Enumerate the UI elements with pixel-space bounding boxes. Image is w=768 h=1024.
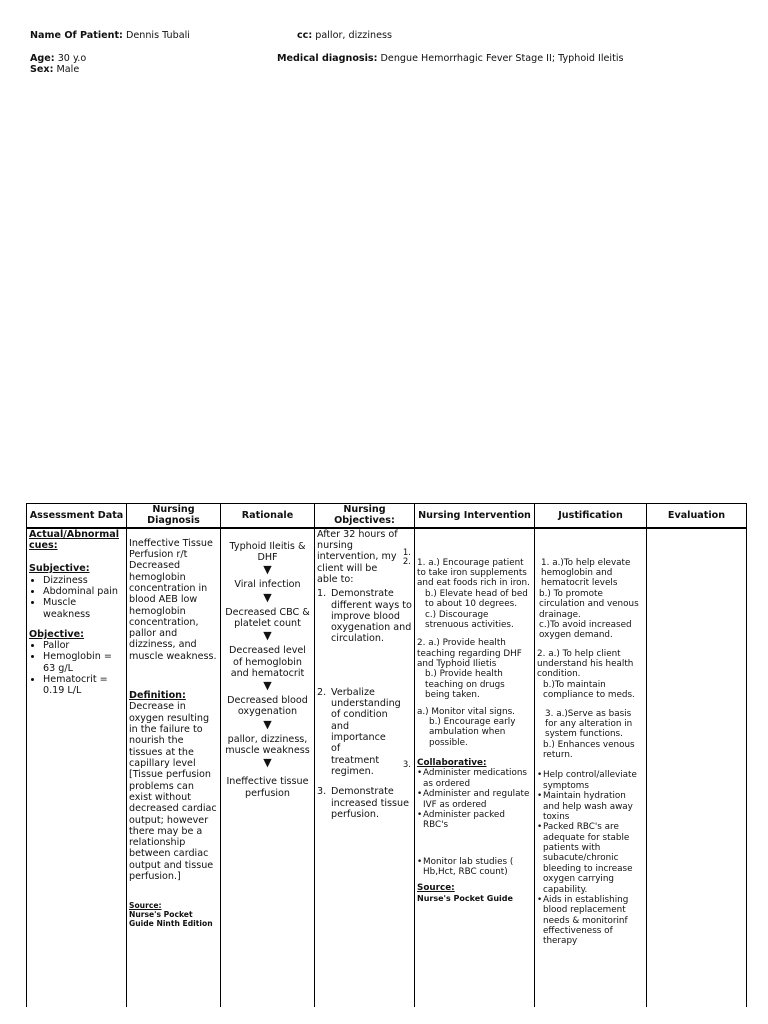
subjective-item: • Dizziness [43, 575, 124, 586]
objectives-cell [315, 528, 415, 1007]
objective-title: Objective: [29, 628, 84, 640]
collaborative-item: • Monitor lab studies ( Hb,Hct, RBC count) [423, 857, 532, 878]
patient-name-value: Dennis Tubali [125, 30, 190, 41]
objective-item: 1. Demonstrate different ways to improve blood oxygenation and circulation. [317, 588, 412, 645]
justification-item: 3. a.)Serve as basis for any alteration in system functions. [545, 708, 633, 740]
collaborative-item: • Administer packed RBC's [423, 810, 532, 831]
rationale-step: Decreased level of hemoglobin and hematocrit [229, 645, 306, 679]
down-arrow-icon: ▼ [263, 717, 272, 731]
definition-title: Definition: [129, 690, 186, 702]
nursing-care-plan-table [26, 503, 747, 1007]
justification-item: b.)To maintain compliance to meds. [543, 679, 635, 701]
rationale-cell [221, 528, 315, 1007]
intervention-item: 2. a.) Provide health teaching regarding DHF and Typhoid Ilietis [417, 638, 522, 669]
header-rationale: Rationale [221, 504, 315, 528]
medical-diagnosis-line [277, 53, 624, 64]
table-row [27, 528, 747, 1007]
subjective-item: • Abdominal pain [43, 586, 124, 597]
objectives-intro: After 32 hours of nursing intervention, my client will be able to: [317, 528, 398, 585]
justification-bullet: • Aids in establishing blood replacement needs & monitorinf effectiveness of therapy [543, 895, 644, 947]
justification-bullet: • Packed RBC's are adequate for stable patients with subacute/chronic bleeding to increase oxygen carrying capability. [543, 822, 644, 895]
header-evaluation: Evaluation [647, 504, 747, 528]
header-intervention: Nursing Intervention [415, 504, 535, 528]
age-label: Age: [30, 53, 55, 64]
rationale-step: Viral infection [234, 579, 301, 591]
intervention-source-title: Source: [417, 883, 455, 894]
justification-item: c.)To avoid increased oxygen demand. [539, 619, 632, 641]
header-diagnosis: Nursing Diagnosis [127, 504, 221, 528]
intervention-item: 1. a.) Encourage patient to take iron supplements and eat foods rich in iron. [417, 557, 530, 589]
header-justification: Justification [535, 504, 647, 528]
table-header-row [27, 504, 747, 528]
objective-item: 3. Demonstrate increased tissue perfusion. [317, 786, 409, 820]
evaluation-text [649, 529, 744, 1007]
objective-item: • Hematocrit = 0.19 L/L [43, 674, 124, 697]
diagnosis-source: Nurse's Pocket Guide Ninth Edition [129, 910, 213, 929]
rationale-step: Ineffective tissue perfusion [226, 776, 309, 799]
justification-item: b.) To promote circulation and venous drainage. [539, 588, 639, 620]
age-line [30, 53, 86, 64]
justification-item: b.) Enhances venous return. [543, 739, 635, 760]
intervention-item: c.) Discourage strenuous activities. [425, 609, 514, 630]
collaborative-item: • Administer and regulate IVF as ordered [423, 789, 532, 810]
objectives-margin-num: 3. [402, 759, 411, 770]
diagnosis-source-title: Source: [129, 901, 162, 911]
diagnosis-text: Ineffective Tissue Perfusion r/t Decreased hemoglobin concentration in blood AEB low hemoglobin concentration, pallor and dizziness, and muscle weakness. [129, 537, 217, 662]
rationale-step: Decreased CBC & platelet count [225, 606, 310, 629]
sex-line [30, 64, 79, 75]
intervention-item: b.) Elevate head of bed to about 10 degrees. [425, 588, 528, 610]
justification-bullet: • Maintain hydration and help wash away toxins [543, 791, 644, 822]
collaborative-item: • Administer medications as ordered [423, 768, 532, 789]
intervention-item: a.) Monitor vital signs. [417, 706, 515, 717]
patient-name-label: Name Of Patient: [30, 30, 123, 41]
evaluation-cell [647, 528, 747, 1007]
objectives-margin-num: 1. [402, 547, 411, 558]
actual-cues-title: Actual/Abnormal cues: [29, 528, 119, 551]
assessment-cell [27, 528, 127, 1007]
medical-diagnosis-value: Dengue Hemorrhagic Fever Stage II; Typhoid Ileitis [380, 53, 624, 64]
subjective-title: Subjective: [29, 563, 90, 575]
header-assessment: Assessment Data [27, 504, 127, 528]
definition-text: Decrease in oxygen resulting in the failure to nourish the tissues at the capillary level [Tissue perfusion problems can exist without decreased cardiac output; however there may be a relationship between cardiac output and tissue perfusion.] [129, 701, 217, 883]
objective-item: 2. Verbalize understanding of condition and importance of treatment regimen. [317, 686, 401, 777]
intervention-item: b.) Provide health teaching on drugs being taken. [425, 669, 505, 701]
subjective-item: • Muscle weakness [43, 597, 124, 620]
rationale-step: pallor, dizziness, muscle weakness [225, 733, 310, 757]
objectives-margin-num: 2. [402, 556, 411, 567]
collaborative-title: Collaborative: [417, 758, 487, 768]
intervention-cell [415, 528, 535, 1007]
diagnosis-cell [127, 528, 221, 1007]
sex-label: Sex: [30, 64, 54, 75]
medical-diagnosis-label: Medical diagnosis: [277, 53, 378, 64]
justification-cell [535, 528, 647, 1007]
header-objectives: Nursing Objectives: [315, 504, 415, 528]
age-value: 30 y.o [57, 53, 87, 64]
intervention-source: Nurse's Pocket Guide [417, 893, 513, 903]
down-arrow-icon: ▼ [263, 563, 272, 577]
down-arrow-icon: ▼ [263, 590, 272, 604]
objective-item: • Hemoglobin = 63 g/L [43, 651, 124, 674]
objective-item: • Pallor [43, 640, 124, 651]
chief-complaint-label: cc: [297, 30, 313, 41]
justification-item: 1. a.)To help elevate hemoglobin and hematocrit levels [541, 557, 631, 589]
chief-complaint-line [297, 30, 392, 41]
down-arrow-icon: ▼ [263, 629, 272, 643]
patient-name-line [30, 30, 190, 41]
intervention-item: b.) Encourage early ambulation when possible. [429, 716, 516, 748]
rationale-step: Decreased blood oxygenation [227, 695, 308, 718]
justification-bullet: • Help control/alleviate symptoms [543, 770, 644, 791]
rationale-step: Typhoid Ileitis & DHF [229, 540, 306, 563]
chief-complaint-value: pallor, dizziness [315, 30, 392, 41]
down-arrow-icon: ▼ [263, 679, 272, 693]
down-arrow-icon: ▼ [263, 756, 272, 770]
sex-value: Male [56, 64, 80, 75]
justification-item: 2. a.) To help client understand his health condition. [537, 648, 634, 680]
